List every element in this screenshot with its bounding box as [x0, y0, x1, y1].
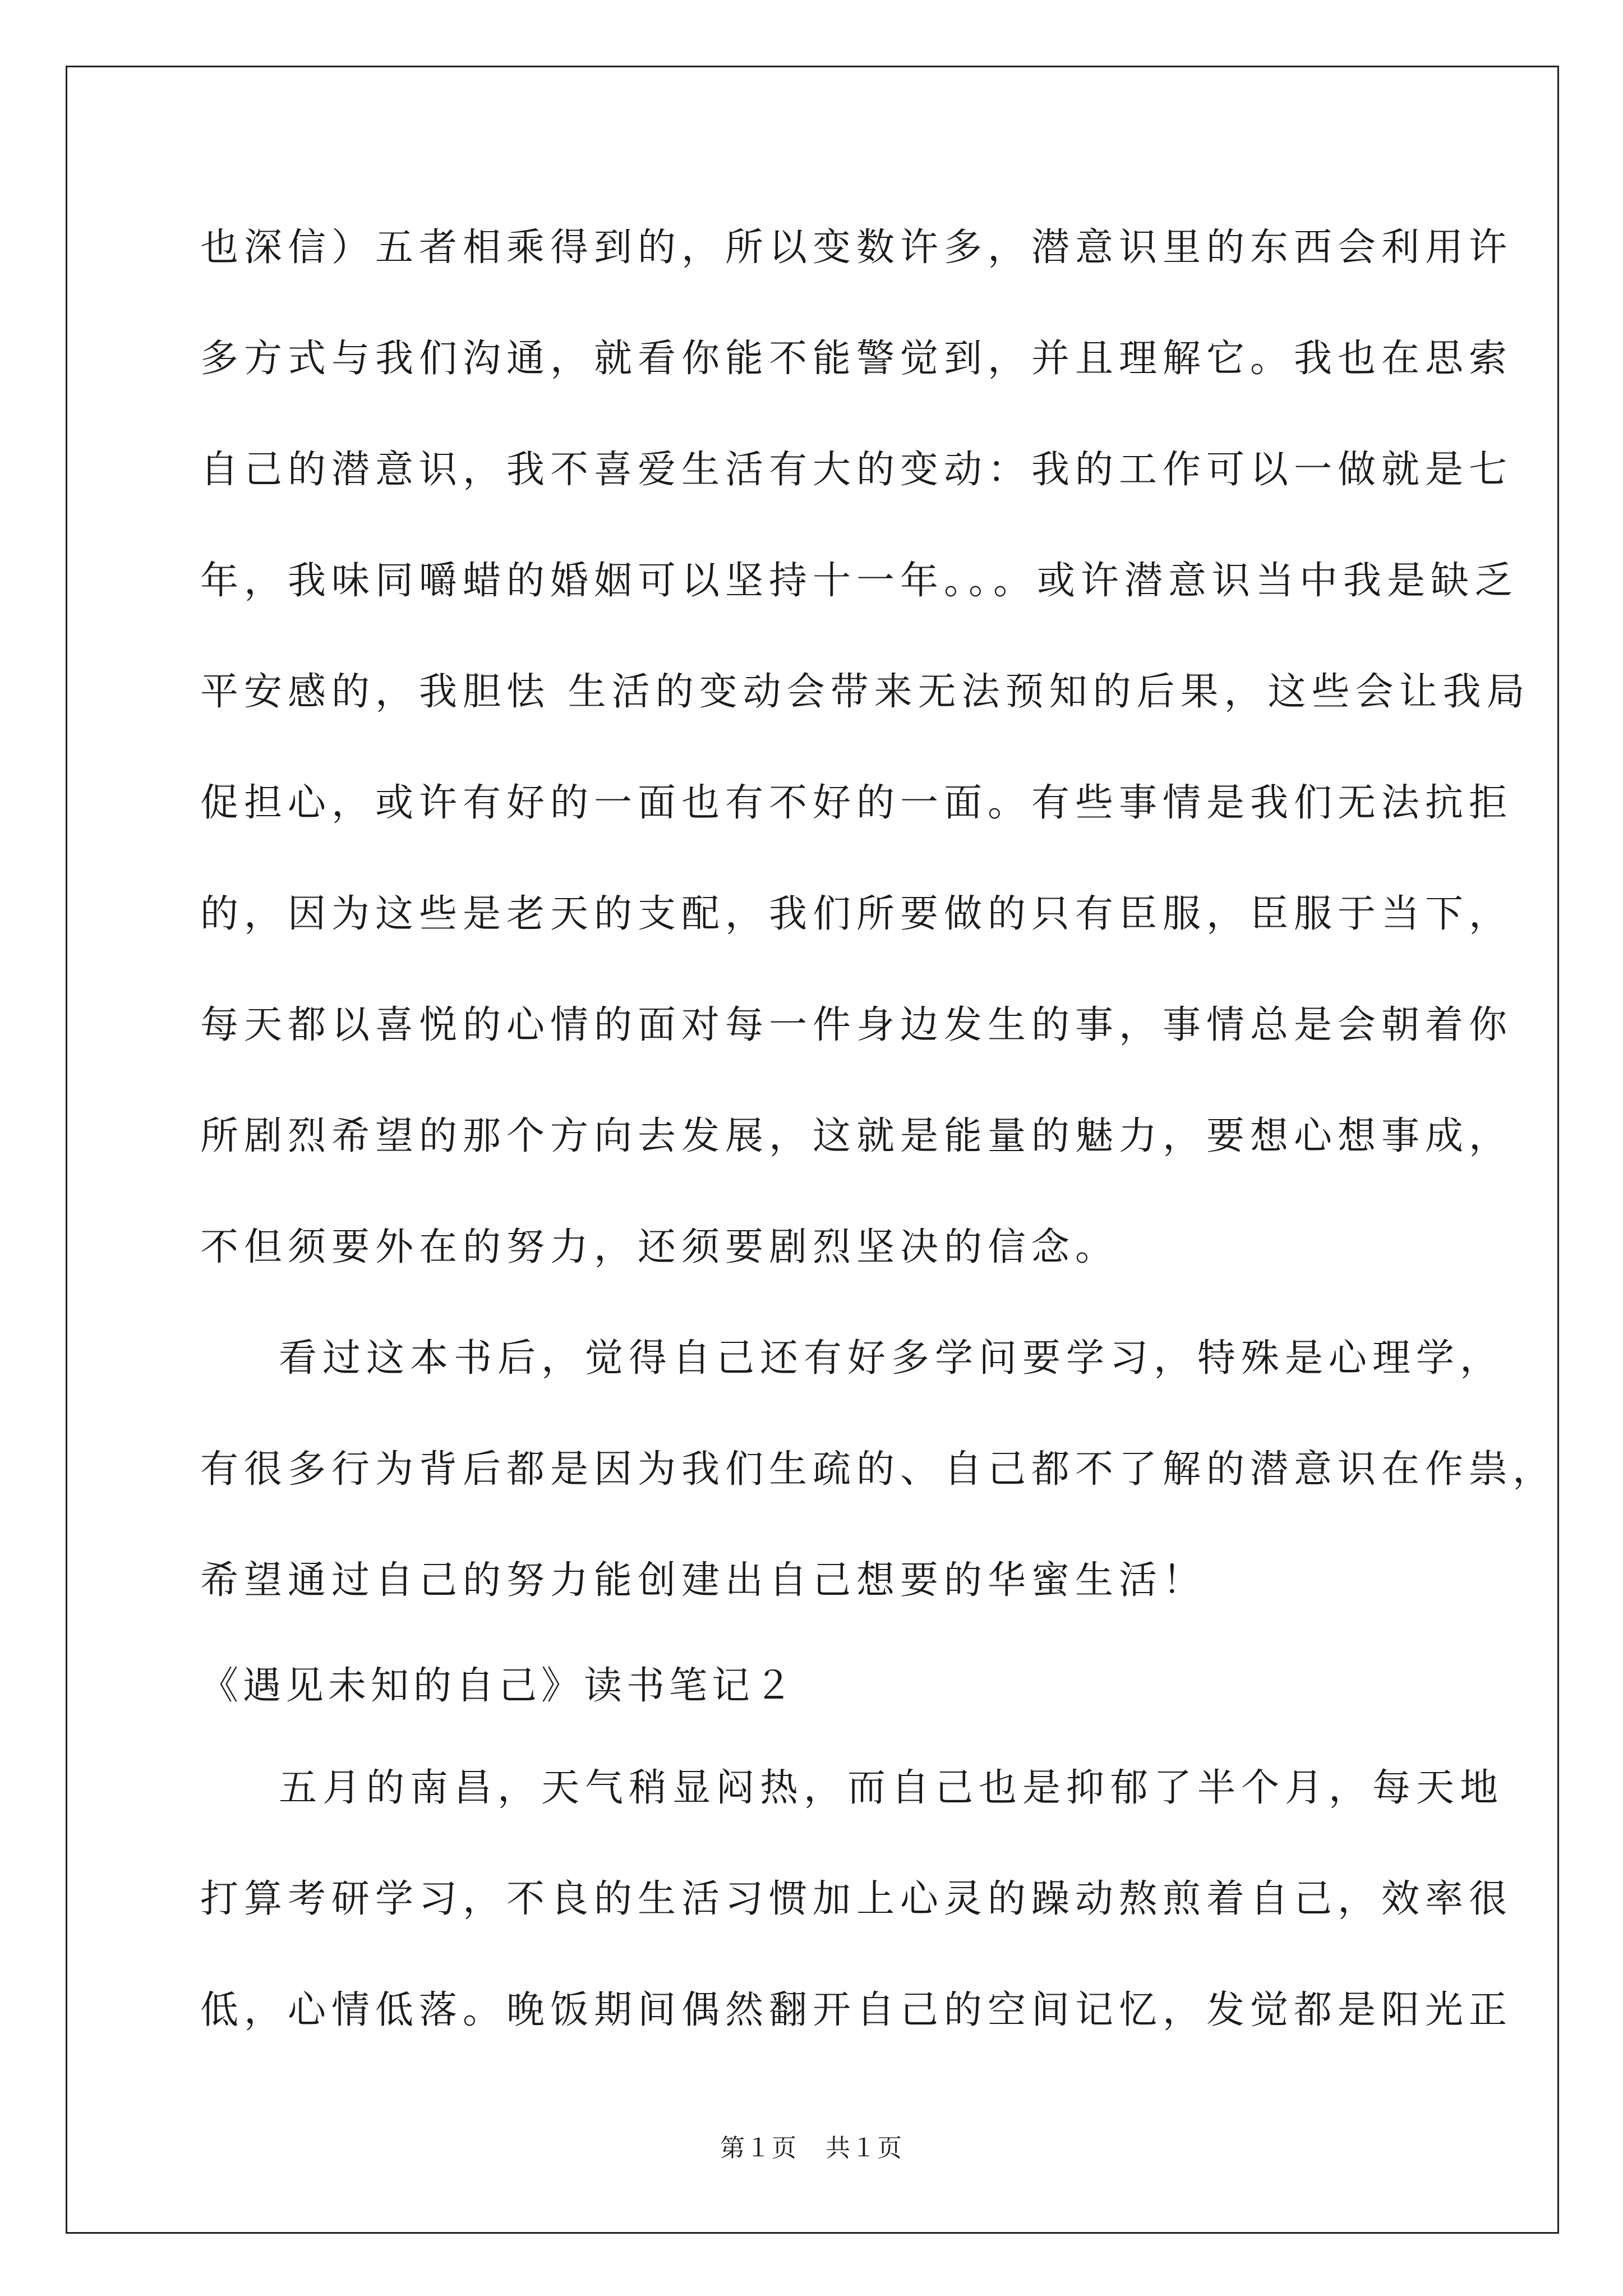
text-line: 打算考研学习，不良的生活习惯加上心灵的躁动熬煎着自己，效率很: [200, 1877, 1513, 1921]
text-line: 所剧烈希望的那个方向去发展，这就是能量的魅力，要想心想事成，: [200, 1114, 1513, 1158]
text-line: 有很多行为背后都是因为我们生疏的、自己都不了解的潜意识在作祟，: [200, 1447, 1557, 1492]
page-footer: [0, 2132, 1623, 2165]
text-line: 的，因为这些是老天的支配，我们所要做的只有臣服，臣服于当下，: [200, 892, 1513, 936]
text-line: 希望通过自己的努力能创建出自己想要的华蜜生活！: [200, 1558, 1207, 1603]
text-line: 每天都以喜悦的心情的面对每一件身边发生的事，事情总是会朝着你: [200, 1003, 1513, 1047]
text-line: 不但须要外在的努力，还须要剧烈坚决的信念。: [200, 1225, 1119, 1269]
text-line: 多方式与我们沟通，就看你能不能警觉到，并且理解它。我也在思索: [200, 337, 1513, 381]
page-total: 共１页: [826, 2134, 903, 2162]
text-line: 看过这本书后，觉得自己还有好多学问要学习，特殊是心理学，: [279, 1336, 1504, 1381]
text-line: 自己的潜意识，我不喜爱生活有大的变动：我的工作可以一做就是七: [200, 448, 1513, 492]
text-line: 促担心，或许有好的一面也有不好的一面。有些事情是我们无法抗拒: [200, 781, 1513, 825]
text-line: 平安感的，我胆怯 生活的变动会带来无法预知的后果，这些会让我局: [200, 670, 1530, 714]
text-line: 也深信）五者相乘得到的，所以变数许多，潜意识里的东西会利用许: [200, 226, 1513, 270]
page-number: 第１页: [720, 2134, 797, 2162]
text-line: 低，心情低落。晚饭期间偶然翻开自己的空间记忆，发觉都是阳光正: [200, 1988, 1513, 2032]
section-heading: 《遇见未知的自己》读书笔记２: [200, 1664, 797, 1708]
text-line: 五月的南昌，天气稍显闷热，而自己也是抑郁了半个月，每天地: [279, 1766, 1504, 1810]
text-line: 年，我味同嚼蜡的婚姻可以坚持十一年。。。或许潜意识当中我是缺乏: [200, 559, 1519, 603]
